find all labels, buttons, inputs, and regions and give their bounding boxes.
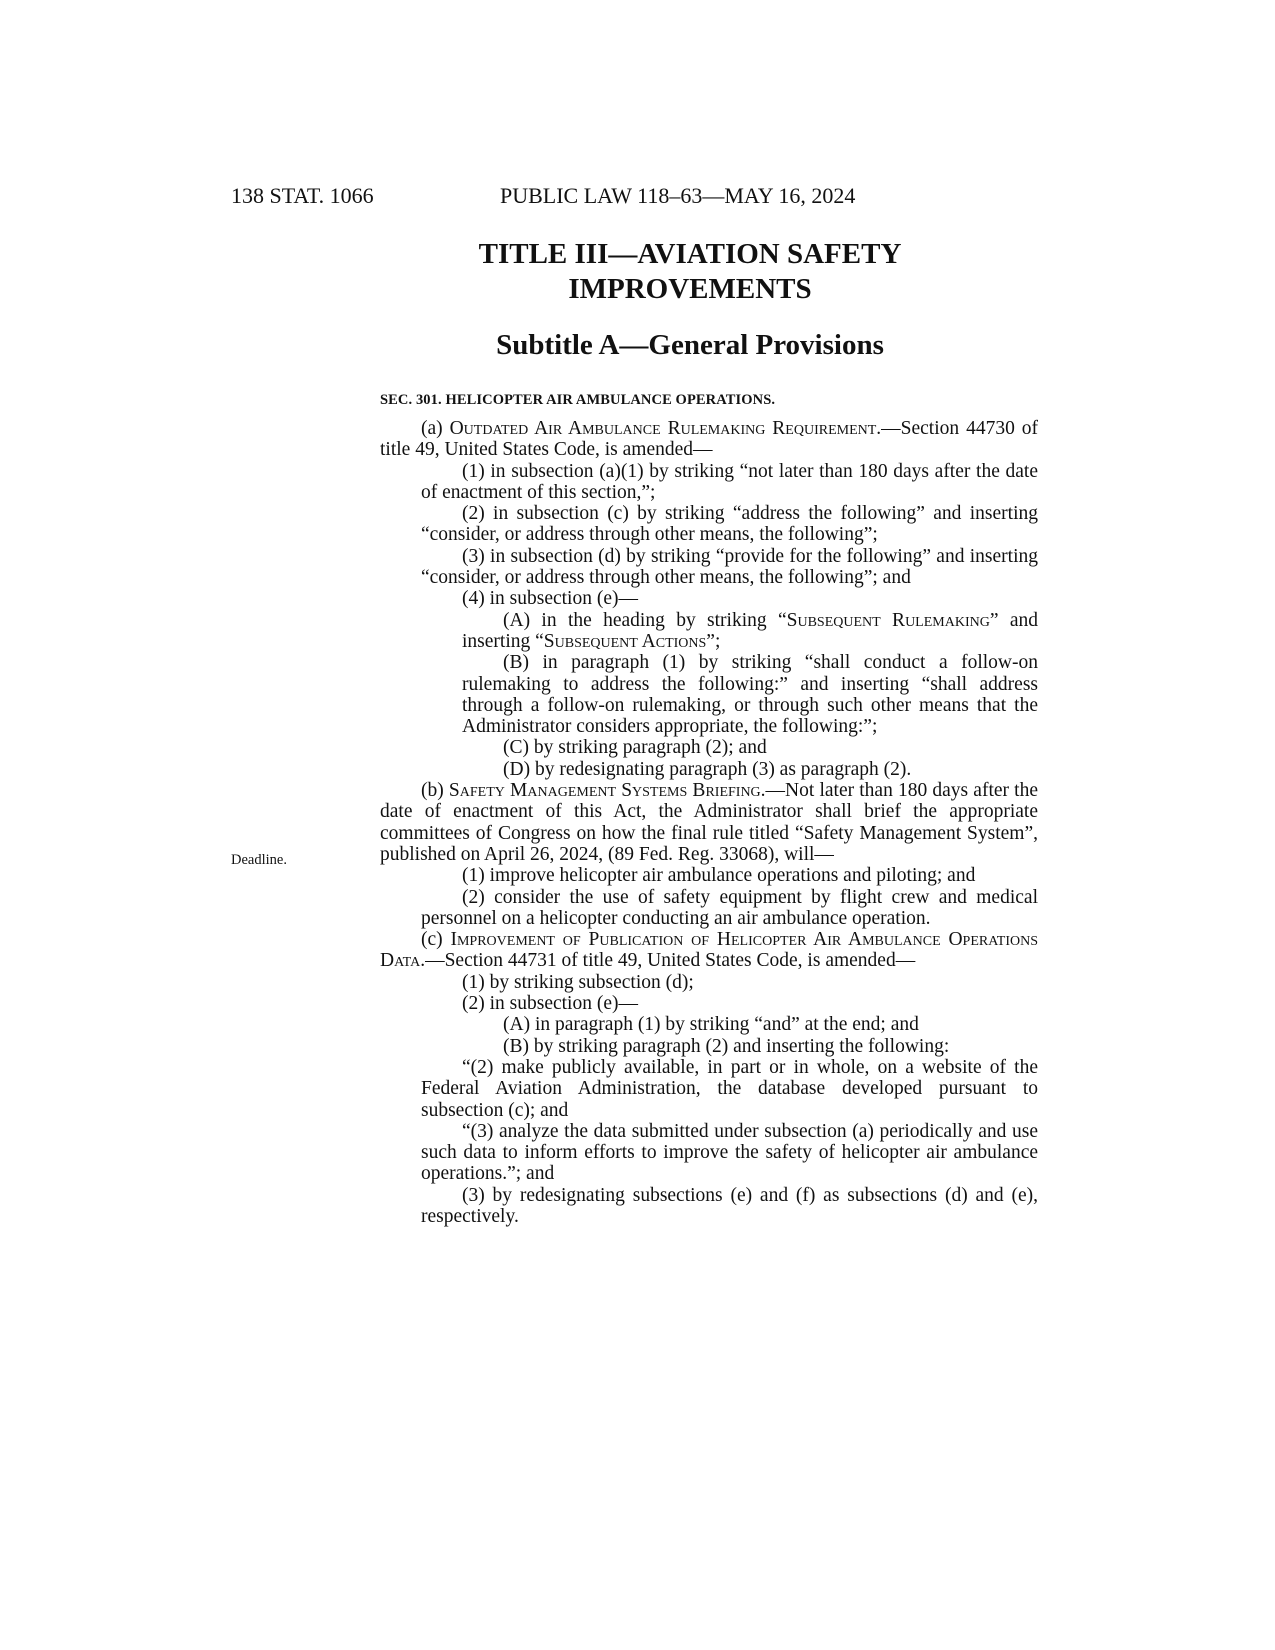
subsection-b-heading: Safety Management Systems Briefing [448,780,761,802]
subparagraph-a4B: (B) in paragraph (1) by striking “shall conduct a follow-on rulemaking to address the following:” and inserting “shall address through a follow-on rulemaking, or through such other means that the Administrator considers appropriate, the following:”; [462,652,1038,738]
subtitle-heading: Subtitle A—General Provisions [496,329,884,361]
paragraph-b2: (2) consider the use of safety equipment by flight crew and medical personnel on a helicopter conducting an air ambulance operation. [421,886,1038,929]
subsection-a-heading: Outdated Air Ambulance Rulemaking Requirement [449,418,877,439]
paragraph-c2: (2) in subsection (e)— [462,993,638,1015]
subsection-a: (a) Outdated Air Ambulance Rulemaking Requirement.—Section 44730 of title 49, United States Code, is amended— [380,418,1039,461]
paragraph-a1: (1) in subsection (a)(1) by striking “not later than 180 days after the date of enactment of this section,”; [421,460,1038,503]
quoted-paragraph-3: “(3) analyze the data submitted under subsection (a) periodically and use such data to inform efforts to improve the safety of helicopter air ambulance operations.”; and [421,1120,1038,1185]
running-header [0,183,1275,213]
subsection-b: (b) Safety Management Systems Briefing.—Not later than 180 days after the date of enactment of this Act, the Administrator shall brief the appropriate committees of Congress on how the final rule titled “Safety Management System”, published on April 26, 2024, (89 Fed. Reg. 33068), will— [380,780,1039,865]
paragraph-a4: (4) in subsection (e)— [462,588,638,610]
subsection-c: (c) Improvement of Publication of Helicopter Air Ambulance Operations Data.—Section 44731 of title 49, United States Code, is amended— [380,929,1039,972]
subsection-c-heading: Improvement of Publication of Helicopter Air Ambulance Operations Data [380,929,1039,972]
paragraph-b1: (1) improve helicopter air ambulance operations and piloting; and [462,865,976,887]
paragraph-c1: (1) by striking subsection (d); [462,971,694,993]
quoted-paragraph-2: “(2) make publicly available, in part or in whole, on a website of the Federal Aviation Administration, the database developed pursuant to subsection (c); and [421,1056,1038,1121]
title-heading [440,237,940,307]
public-law-citation: PUBLIC LAW 118–63—MAY 16, 2024 [500,183,856,208]
paragraph-a2: (2) in subsection (c) by striking “address the following” and inserting “consider, or address through other means, the following”; [421,503,1038,546]
stat-citation: 138 STAT. 1066 [231,183,374,208]
margin-note-deadline: Deadline. [231,852,287,868]
section-body [380,418,1038,1227]
paragraph-c3: (3) by redesignating subsections (e) and (f) as subsections (d) and (e), respectively. [421,1184,1038,1227]
paragraph-a3: (3) in subsection (d) by striking “provide for the following” and inserting “consider, or address through other means, the following”; and [421,545,1038,589]
title-line-1: TITLE III—AVIATION SAFETY [478,238,902,270]
subparagraph-c2B: (B) by striking paragraph (2) and inserting the following: [503,1035,950,1057]
subparagraph-c2A: (A) in paragraph (1) by striking “and” at the end; and [503,1014,919,1036]
section-heading: SEC. 301. HELICOPTER AIR AMBULANCE OPERATIONS. [380,392,776,408]
subparagraph-a4D: (D) by redesignating paragraph (3) as paragraph (2). [503,758,912,780]
subparagraph-a4A: (A) in the heading by striking “Subsequent Rulemaking” and inserting “Subsequent Actions”; [462,609,1039,652]
title-line-2: IMPROVEMENTS [568,273,812,305]
subparagraph-a4C: (C) by striking paragraph (2); and [503,737,767,759]
